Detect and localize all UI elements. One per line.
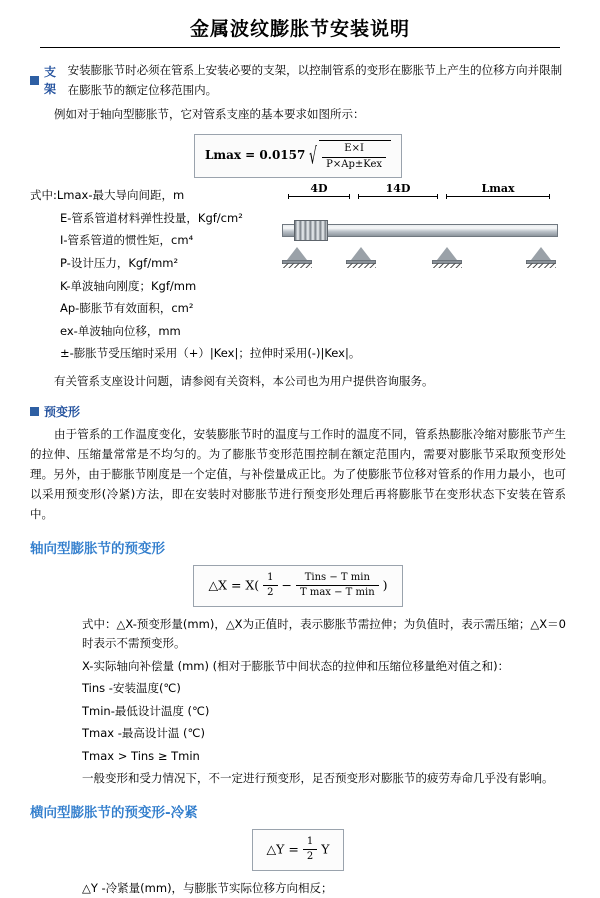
legend-item-5: Ap-膨胀节有效面积，cm² [60,301,194,316]
section-bracket-intro: 安装膨胀节时必须在管系上安装必要的支架，以控制管系的变形在膨胀节上产生的位移方向并限制在膨胀节的额定位移范围内。 [67,63,563,98]
lateral-note-0: △Y -冷紧量(mm)，与膨胀节实际位移方向相反； [82,880,333,895]
axial-eq-temp-fraction: $\frac{\text{Tins − T min}}{\text{T max − T min}}$ [296,572,379,600]
section-label-predeform: 预变形 [44,404,81,419]
lmax-formula [194,134,402,178]
legend-item-2: I-管系管道的惯性矩，cm⁴ [60,233,194,248]
page-title: 金属波纹膨胀节安装说明 [189,18,410,40]
axial-eq-rhs: ) [382,577,388,592]
document-page [0,14,600,895]
lateral-equation [252,829,345,871]
legend-item-0: 式中:Lmax-最大导向间距，m [30,188,185,203]
lmax-fraction [322,143,386,171]
legend-item-3: P-设计压力，Kgf/mm² [60,256,179,271]
axial-equation [193,565,402,607]
section-label-bracket: 支架 [44,65,57,97]
lateral-notes-list [30,879,566,898]
axial-eq-lhs: △X = X( [208,577,260,592]
blue-square-bullet-icon-2 [30,407,39,416]
title-divider [40,47,560,48]
legend-item-4: K-单波轴向刚度；Kgf/mm [60,278,197,293]
axial-note-3: Tmin-最低设计温度 (℃) [82,703,210,718]
bracket-para2: 例如对于轴向型膨胀节，它对管系支座的基本要求如图所示： [54,107,365,122]
lmax-formula-lhs: Lmax = 0.0157 [204,148,306,163]
subheading-axial-predeform: 轴向型膨胀节的预变形 [30,540,165,557]
section-heading-predeform [30,403,566,420]
bracket-closing: 有关管系支座设计问题，请参阅有关资料，本公司也为用户提供咨询服务。 [54,373,434,388]
predeform-para1: 由于管系的工作温度变化，安装膨胀节时的温度与工作时的温度不同，管系热膨胀冷缩对膨胀节产生的拉伸、压缩量常常是不均匀的。为了膨胀节变形范围控制在额定范围内，需要对膨胀节采取预变形处理。另外，由于膨胀节刚度是一个定值，与补偿量成正比。为了使膨胀节位移对管系的作用力最小，也可以采用预变形(冷紧)方法，即在安装时对膨胀节进行预变形处理后再将膨胀节在变形状态下安装在管系中。 [30,426,566,522]
legend-item-6: ex-单波轴向位移，mm [60,323,181,338]
diagram-pipe-area [274,198,564,270]
axial-note-6: 一般变形和受力情况下，不一定进行预变形，足否预变形对膨胀节的疲劳寿命几乎没有影响。 [82,771,554,786]
legend-item-7: ±-膨胀节受压缩时采用（+）|Kex|；拉伸时采用(-)|Kex|。 [60,346,361,361]
lmax-fraction-denominator: P×Ap±Kex [326,158,383,170]
diagram-dim-14d: 14D [358,182,438,197]
pipe-support-diagram [274,182,564,282]
axial-note-2: Tins -安装温度(℃) [82,681,181,696]
axial-eq-half: $\frac{1}{2}$ [263,572,277,600]
lateral-eq-half: $\frac{1}{2}$ [303,836,317,864]
axial-note-1: X-实际轴向补偿量 (mm) (相对于膨胀节中间状态的拉伸和压缩位移量绝对值之和)： [82,658,510,673]
axial-eq-minus: − [281,577,293,592]
lateral-equation-row [30,829,566,871]
support-guide-1 [346,244,376,264]
lmax-fraction-numerator: √ E×I [322,143,386,158]
blue-square-bullet-icon [30,76,39,85]
diagram-dim-4d: 4D [288,182,350,197]
lmax-formula-row [30,128,566,186]
support-guide-2 [432,244,462,264]
axial-note-4: Tmax -最高设计温 (℃) [82,726,205,741]
lateral-eq-lhs: △Y = [266,841,299,857]
axial-note-0: 式中：△X-预变形量(mm)，△X为正值时，表示膨胀节需拉伸；为负值时，表示需压缩；△X＝0时表示不需预变形。 [82,616,566,651]
sqrt-icon [309,140,391,171]
lateral-eq-rhs: Y [321,841,330,857]
axial-equation-row [30,565,566,607]
document-content [0,60,600,898]
diagram-dim-lmax: Lmax [446,182,550,197]
support-anchor-right [526,244,556,264]
legend-item-1: E-管系管道材料弹性投量，Kgf/cm² [60,210,243,225]
section-heading-bracket [30,60,566,100]
bellows-expansion-joint-icon [294,220,328,241]
axial-notes-list [30,615,566,789]
diagram-dimension-row [274,182,564,198]
subheading-lateral-predeform: 横向型膨胀节的预变形-冷紧 [30,804,198,821]
legend-and-diagram [30,182,566,366]
axial-note-5: Tmax > Tins ≥ Tmin [82,748,200,763]
support-anchor-left [282,244,312,264]
